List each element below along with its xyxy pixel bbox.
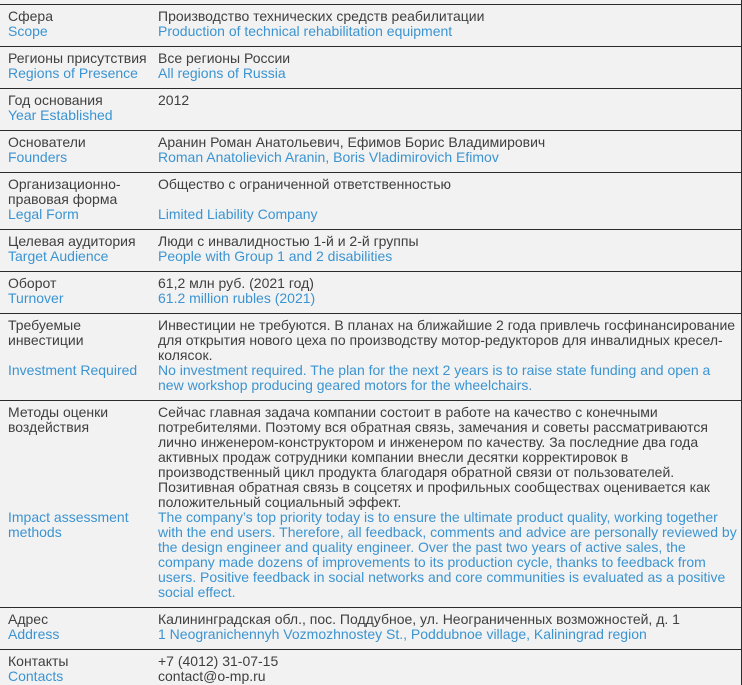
investment-value-en: No investment required. The plan for the next 2 years is to raise state funding and open a new workshop producing geared motors for the wheelchairs. <box>158 362 711 393</box>
target-audience-label-en: Target Audience <box>8 248 109 264</box>
turnover-label-en: Turnover <box>8 290 64 306</box>
scope-value-ru: Производство технических средств реабилитации <box>158 8 485 24</box>
row-contacts <box>0 650 741 685</box>
scope-label-ru: Сфера <box>8 8 53 24</box>
row-year-established <box>0 89 741 131</box>
year-label-en: Year Established <box>8 107 113 123</box>
regions-label-en: Regions of Presence <box>8 65 138 81</box>
impact-value-ru: Сейчас главная задача компании состоит в работе на качество с конечными потребителями. Поэтому вся обратная связь, замечания и советы рассматриваются лично инженером-конструктором и инженером по качеству. За последние два года активных продаж сотрудники компании внесли десятки корректировок в производственный цикл продукта благодаря обратной связи от пользователей. Позитивная обратная связь в соцсетях и профильных сообществах оценивается как положительный социальный эффект. <box>158 404 710 510</box>
legal-form-value-en: Limited Liability Company <box>158 206 318 222</box>
year-label-ru: Год основания <box>8 92 103 108</box>
target-audience-label-ru: Целевая аудитория <box>8 233 136 249</box>
legal-form-label-en: Legal Form <box>8 206 79 222</box>
target-audience-value-ru: Люди с инвалидностью 1-й и 2-й группы <box>158 233 419 249</box>
investment-label-en: Investment Required <box>8 362 138 378</box>
contacts-label-ru: Контакты <box>8 653 69 669</box>
address-value-ru: Калининградская обл., пос. Поддубное, ул. Неограниченных возможностей, д. 1 <box>158 611 680 627</box>
scope-label-en: Scope <box>8 23 48 39</box>
row-founders <box>0 131 741 173</box>
turnover-value-en: 61.2 million rubles (2021) <box>158 290 316 306</box>
row-turnover <box>0 272 741 314</box>
regions-value-ru: Все регионы России <box>158 50 291 66</box>
address-value-en: 1 Neogranichennyh Vozmozhnostey St., Poddubnoe village, Kaliningrad region <box>158 626 647 642</box>
investment-value-ru: Инвестиции не требуются. В планах на ближайшие 2 года привлечь госфинансирование для открытия нового цеха по производству мотор-редукторов для инвалидных кресел-колясок. <box>158 317 736 363</box>
contacts-label-en: Contacts <box>8 668 64 684</box>
founders-value-ru: Аранин Роман Анатольевич, Ефимов Борис Владимирович <box>158 134 546 150</box>
row-target-audience <box>0 230 741 272</box>
regions-value-en: All regions of Russia <box>158 65 286 81</box>
address-label-ru: Адрес <box>8 611 49 627</box>
row-investment-required <box>0 314 741 401</box>
company-info-table <box>0 4 741 685</box>
impact-label-ru: Методы оценки воздействия <box>8 404 109 435</box>
impact-label-en: Impact assessment methods <box>8 509 129 540</box>
address-label-en: Address <box>8 626 60 642</box>
legal-form-label-ru: Организационно-правовая форма <box>8 176 121 207</box>
legal-form-value-ru: Общество с ограниченной ответственностью <box>158 176 452 192</box>
investment-label-ru: Требуемые инвестиции <box>8 317 84 348</box>
contacts-email: contact@o-mp.ru <box>158 668 266 684</box>
scope-value-en: Production of technical rehabilitation equipment <box>158 23 453 39</box>
row-address <box>0 608 741 650</box>
impact-value-en: The company’s top priority today is to ensure the ultimate product quality, working together with the end users. Therefore, all feedback, comments and advice are personally reviewed by the design engineer and quality engineer. Over the past two years of active sales, the company made dozens of improvements to its production cycle, thanks to feedback from users. Positive feedback in social networks and core communities is evaluated as a positive social effect. <box>158 509 737 600</box>
contacts-phone: +7 (4012) 31-07-15 <box>158 653 279 669</box>
turnover-label-ru: Оборот <box>8 275 57 291</box>
founders-value-en: Roman Anatolievich Aranin, Boris Vladimirovich Efimov <box>158 149 499 165</box>
row-regions-of-presence <box>0 47 741 89</box>
founders-label-en: Founders <box>8 149 68 165</box>
founders-label-ru: Основатели <box>8 134 86 150</box>
year-value: 2012 <box>158 92 190 108</box>
row-scope <box>0 5 741 47</box>
regions-label-ru: Регионы присутствия <box>8 50 147 66</box>
turnover-value-ru: 61,2 млн руб. (2021 год) <box>158 275 314 291</box>
target-audience-value-en: People with Group 1 and 2 disabilities <box>158 248 393 264</box>
row-legal-form <box>0 173 741 230</box>
row-impact-assessment <box>0 401 741 608</box>
